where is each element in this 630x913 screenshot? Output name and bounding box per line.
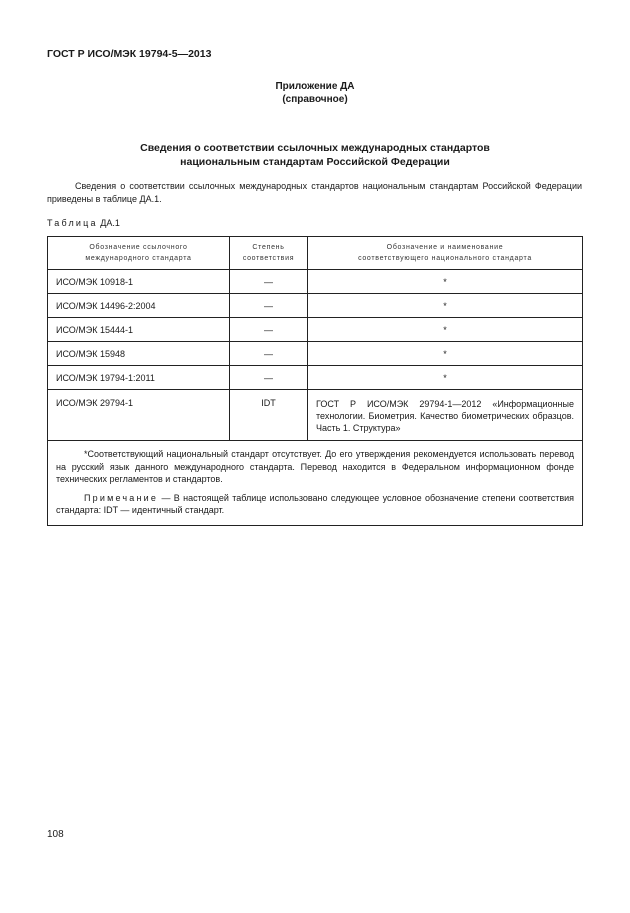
page-number: 108 [47,829,64,840]
table-row [48,390,583,441]
cell-national: * [308,270,583,294]
cell-standard: ИСО/МЭК 14496-2:2004 [48,294,230,318]
table-caption-word: Таблица [47,218,98,228]
annex-title: Приложение ДА [275,81,355,92]
document-code: ГОСТ Р ИСО/МЭК 19794-5—2013 [47,48,212,60]
header-degree: Степень соответствия [230,237,308,270]
annex-heading [0,80,630,106]
cell-degree: — [230,318,308,342]
table-row [48,318,583,342]
section-title-line2: национальным стандартам Российской Федерации [180,156,450,168]
cell-national: * [308,318,583,342]
cell-standard: ИСО/МЭК 10918-1 [48,270,230,294]
table-header-row [48,237,583,270]
cell-national: * [308,342,583,366]
cell-standard: ИСО/МЭК 29794-1 [48,390,230,441]
annex-subtitle: (справочное) [282,94,348,105]
table-note [56,492,574,517]
table-row [48,270,583,294]
header-reference-standard: Обозначение ссылочного международного стандарта [48,237,230,270]
table-caption [47,218,120,228]
table-footer-row [48,441,583,526]
table-caption-number: ДА.1 [100,218,120,228]
cell-degree: — [230,270,308,294]
table-row [48,294,583,318]
cell-standard: ИСО/МЭК 15948 [48,342,230,366]
cell-degree: — [230,342,308,366]
cell-national: * [308,366,583,390]
cell-degree: — [230,366,308,390]
cell-national: * [308,294,583,318]
section-heading [0,141,630,169]
table-footer [48,441,583,526]
cell-degree: — [230,294,308,318]
header-national-standard: Обозначение и наименование соответствующего национального стандарта [308,237,583,270]
intro-paragraph: Сведения о соответствии ссылочных международных стандартов национальным стандартам Российской Федерации приведены в таблице ДА.1. [47,181,582,204]
table-row [48,342,583,366]
cell-standard: ИСО/МЭК 19794-1:2011 [48,366,230,390]
note-text: — В настоящей таблице использовано следующее условное обозначение степени соответствия стандарта: IDT — идентичный стандарт. [56,492,574,515]
note-label: Примечание [84,492,159,503]
cell-standard: ИСО/МЭК 15444-1 [48,318,230,342]
correspondence-table [47,236,583,526]
footnote-text: *Соответствующий национальный стандарт отсутствует. До его утверждения рекомендуется использовать перевод на русский язык данного международного стандарта. Перевод находится в Федеральном информационном фонде технических регламентов и стандартов. [56,449,574,484]
section-title-line1: Сведения о соответствии ссылочных международных стандартов [140,142,490,154]
table-row [48,366,583,390]
cell-degree: IDT [230,390,308,441]
cell-national: ГОСТ Р ИСО/МЭК 29794-1—2012 «Информационные технологии. Биометрия. Качество биометрических образцов. Часть 1. Структура» [308,390,583,441]
